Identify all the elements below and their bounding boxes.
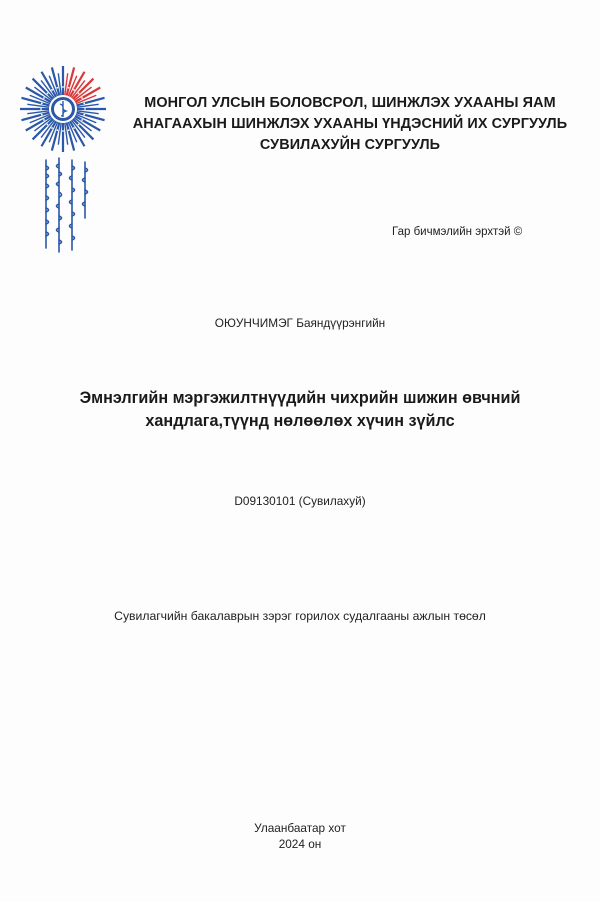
emblem-dot (83, 114, 85, 116)
copyright-notice: Гар бичмэлийн эрхтэй © (392, 226, 523, 238)
emblem-dot (41, 114, 43, 116)
emblem-dot (47, 93, 49, 95)
emblem-dot (68, 87, 70, 89)
emblem-dot (68, 129, 70, 131)
institution-header (120, 93, 580, 156)
university-emblem-icon (18, 64, 108, 154)
degree-description: Сувилагчийн бакалаврын зэрэг горилох судалгааны ажлын төсөл (114, 609, 486, 623)
emblem-dot (81, 119, 83, 121)
emblem-dot (41, 102, 43, 104)
emblem-dot (78, 93, 80, 95)
header-line-ministry: МОНГОЛ УЛСЫН БОЛОВСРОЛ, ШИНЖЛЭХ УХААНЫ ЯАМ (144, 95, 556, 111)
emblem-dot (73, 127, 75, 129)
emblem-dot (43, 119, 45, 121)
emblem-dot (73, 89, 75, 91)
emblem-dot (78, 124, 80, 126)
emblem-dot (62, 130, 64, 132)
program-code: D09130101 (Сувилахуй) (234, 494, 366, 508)
thesis-title-line-1: Эмнэлгийн мэргэжилтнүүдийн чихрийн шижин өвчний (79, 389, 521, 407)
emblem-dot (62, 86, 64, 88)
emblem-dot (56, 87, 58, 89)
thesis-title-line-2: хандлага,түүнд нөлөөлөх хүчин зүйлс (145, 412, 455, 430)
emblem-dot (56, 129, 58, 131)
author-name: ОЮУНЧИМЭГ Баяндүүрэнгийн (214, 316, 386, 330)
city: Улаанбаатар хот (254, 821, 346, 835)
thesis-title (40, 387, 560, 433)
emblem-dot (51, 89, 53, 91)
emblem-dot (47, 124, 49, 126)
year: 2024 он (278, 837, 322, 851)
mongolian-script-emblem-text (38, 156, 98, 256)
place-and-year (0, 820, 600, 852)
emblem-dot (51, 127, 53, 129)
emblem-dot (40, 108, 42, 110)
emblem-dot (83, 102, 85, 104)
header-line-university: АНАГААХЫН ШИНЖЛЭХ УХААНЫ ҮНДЭСНИЙ ИХ СУРГУУЛЬ (132, 116, 568, 132)
emblem-dot (43, 97, 45, 99)
emblem-dot (84, 108, 86, 110)
emblem-dot (81, 97, 83, 99)
header-line-school: СУВИЛАХУЙН СУРГУУЛЬ (259, 137, 441, 153)
